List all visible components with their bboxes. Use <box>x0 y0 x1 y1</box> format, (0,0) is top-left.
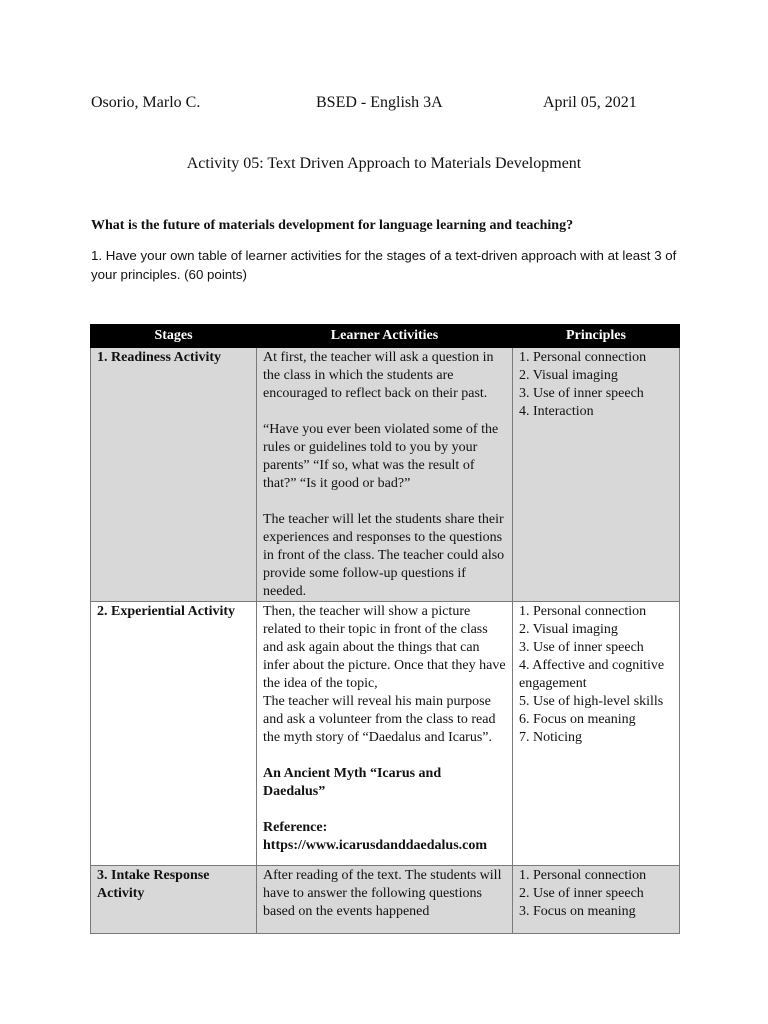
principle-item: 7. Noticing <box>519 730 582 745</box>
header-stages: Stages <box>91 325 257 348</box>
principle-item: 4. Interaction <box>519 404 594 419</box>
principle-item: 6. Focus on meaning <box>519 712 636 727</box>
table-row <box>91 602 680 866</box>
principle-item: 5. Use of high-level skills <box>519 694 664 709</box>
activities-table <box>90 324 680 934</box>
activities-cell <box>257 602 513 866</box>
principle-item: 1. Personal connection <box>519 350 647 365</box>
principle-item: 3. Focus on meaning <box>519 904 636 919</box>
header-principles: Principles <box>513 325 680 348</box>
document-header <box>91 94 671 116</box>
activities-cell <box>257 348 513 602</box>
header-learner-activities: Learner Activities <box>257 325 513 348</box>
activity-paragraph: The teacher will let the students share their experiences and responses to the questions in front of the class. The teacher could also provide some follow-up questions if needed. <box>263 512 505 599</box>
student-name: Osorio, Marlo C. <box>91 94 201 111</box>
course-section: BSED - English 3A <box>316 94 443 111</box>
principle-item: 2. Visual imaging <box>519 368 618 383</box>
reference-link[interactable]: https://www.icarusdanddaedalus.com <box>263 838 488 853</box>
principles-cell <box>513 602 680 866</box>
stage-cell: 3. Intake Response Activity <box>91 866 257 934</box>
guiding-question: What is the future of materials development for language learning and teaching? <box>91 218 574 233</box>
principles-cell <box>513 866 680 934</box>
activity-paragraph: After reading of the text. The students will have to answer the following questions based on the events happened <box>263 868 502 919</box>
principle-item: 3. Use of inner speech <box>519 640 644 655</box>
principle-item: 2. Visual imaging <box>519 622 618 637</box>
activity-paragraph: “Have you ever been violated some of the rules or guidelines told to you by your parents” “If so, what was the result of that?” “Is it good or bad?” <box>263 422 499 491</box>
activity-paragraph: Then, the teacher will show a picture related to their topic in front of the class and ask again about the things that can infer about the picture. Once that they have the idea of the topic, <box>263 604 506 691</box>
table-row <box>91 348 680 602</box>
stage-cell: 1. Readiness Activity <box>91 348 257 602</box>
activity-paragraph: At first, the teacher will ask a question in the class in which the students are encouraged to reflect back on their past. <box>263 350 494 401</box>
document-date: April 05, 2021 <box>543 94 637 111</box>
activity-paragraph: The teacher will reveal his main purpose and ask a volunteer from the class to read the myth story of “Daedalus and Icarus”. <box>263 694 496 745</box>
page-title: Activity 05: Text Driven Approach to Materials Development <box>186 155 582 172</box>
reference-label: Reference: <box>263 820 328 835</box>
myth-title: An Ancient Myth “Icarus and Daedalus” <box>263 766 442 799</box>
instruction-text: 1. Have your own table of learner activities for the stages of a text-driven approach with at least 3 of your principles. (60 points) <box>91 248 677 282</box>
table-row <box>91 866 680 934</box>
principle-item: 2. Use of inner speech <box>519 886 644 901</box>
table-header-row <box>91 325 680 348</box>
principle-item: 1. Personal connection <box>519 868 647 883</box>
principle-item: 1. Personal connection <box>519 604 647 619</box>
stage-cell: 2. Experiential Activity <box>91 602 257 866</box>
principle-item: 4. Affective and cognitive engagement <box>519 658 665 691</box>
activities-cell <box>257 866 513 934</box>
principles-cell <box>513 348 680 602</box>
principle-item: 3. Use of inner speech <box>519 386 644 401</box>
